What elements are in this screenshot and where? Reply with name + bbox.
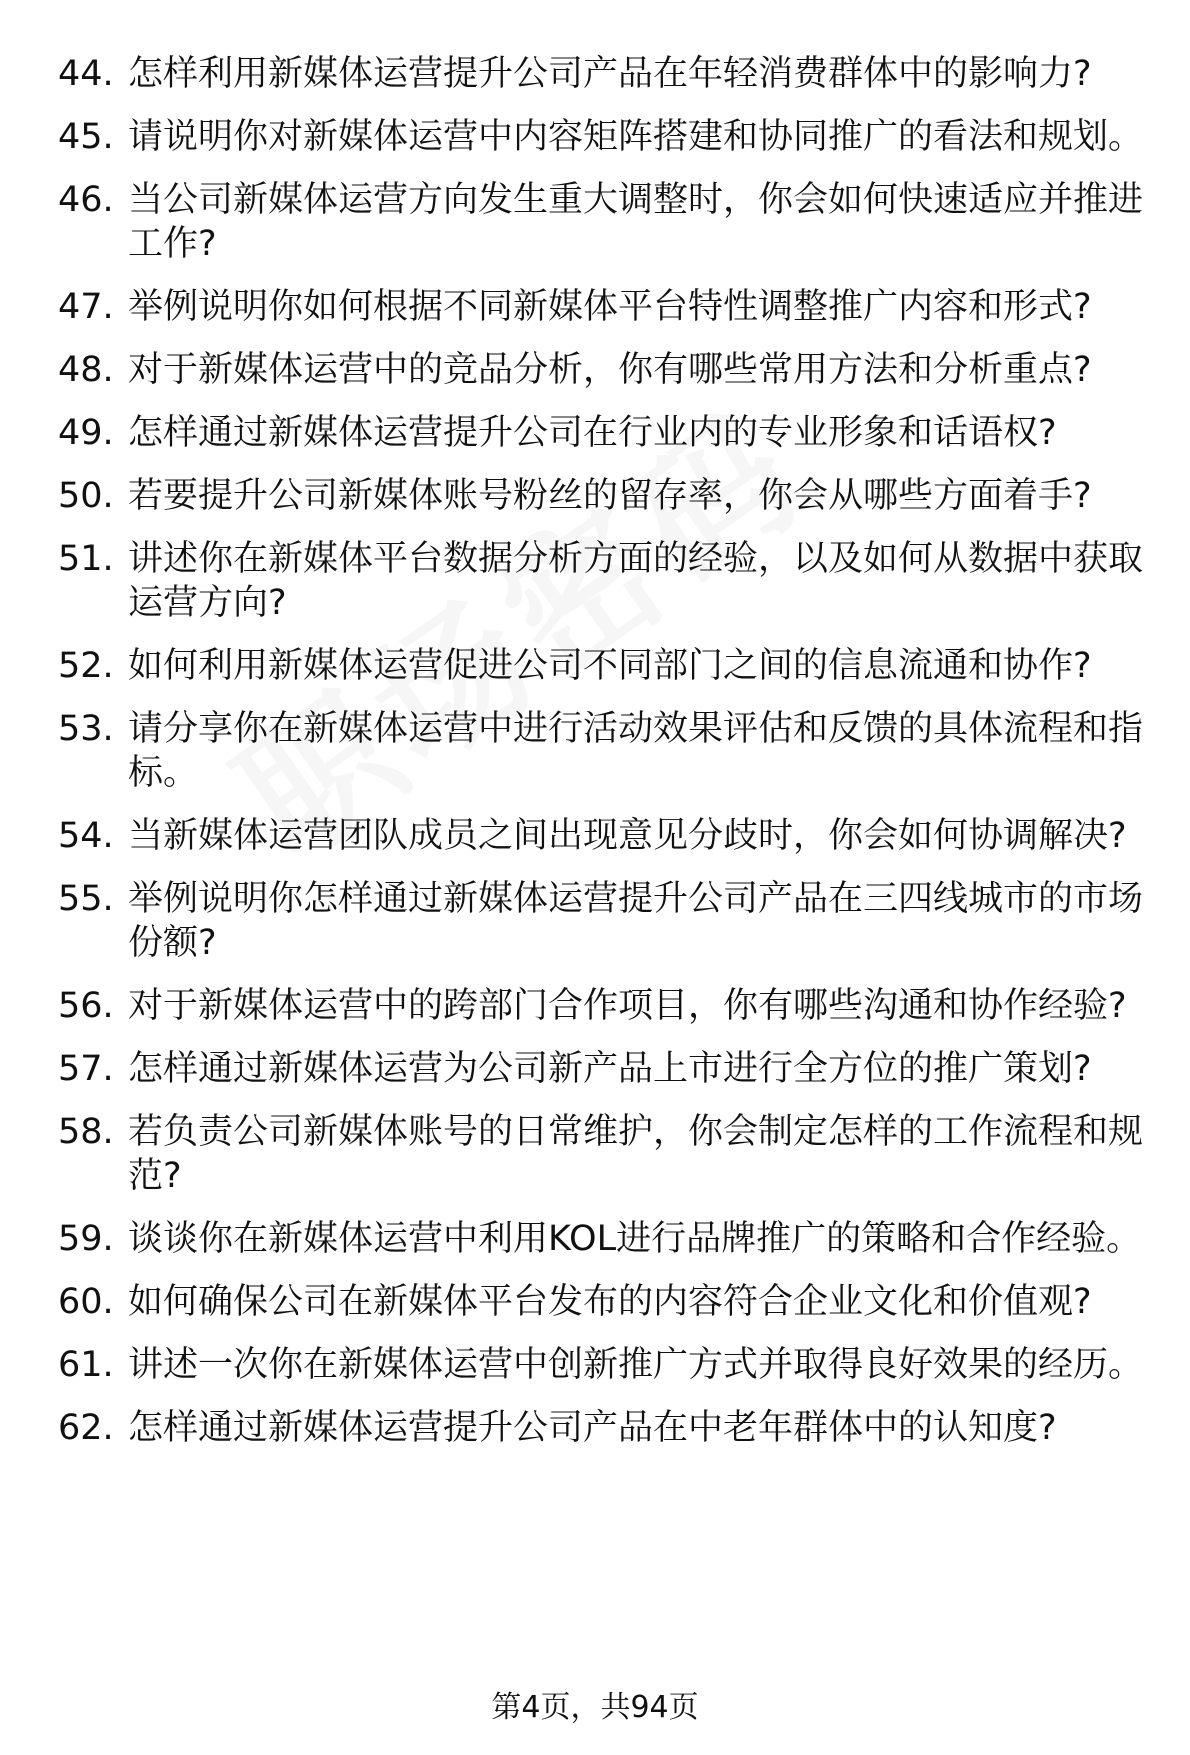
question-number: 53. [58,709,114,749]
question-item [58,1217,1158,1261]
question-text: 若要提升公司新媒体账号粉丝的留存率，你会从哪些方面着手? [128,476,1092,516]
question-number: 45. [58,117,114,157]
question-text: 怎样通过新媒体运营提升公司产品在中老年群体中的认知度? [128,1408,1057,1448]
question-number: 52. [58,646,114,686]
question-text: 怎样利用新媒体运营提升公司产品在年轻消费群体中的影响力? [128,54,1092,94]
question-item [58,411,1158,455]
question-item [58,537,1158,625]
question-list [58,52,1158,1469]
question-item [58,984,1158,1028]
question-number: 47. [58,287,114,327]
question-text: 如何利用新媒体运营促进公司不同部门之间的信息流通和协作? [128,646,1092,686]
question-text: 对于新媒体运营中的跨部门合作项目，你有哪些沟通和协作经验? [128,986,1127,1026]
question-number: 56. [58,986,114,1026]
question-text: 如何确保公司在新媒体平台发布的内容符合企业文化和价值观? [128,1282,1092,1322]
question-text: 当公司新媒体运营方向发生重大调整时，你会如何快速适应并推进工作? [128,180,1144,264]
question-item [58,1406,1158,1450]
question-item [58,115,1158,159]
question-number: 54. [58,816,114,856]
question-item [58,474,1158,518]
question-number: 50. [58,476,114,516]
question-item [58,877,1158,965]
question-item [58,1343,1158,1387]
question-item [58,1047,1158,1091]
question-text: 举例说明你怎样通过新媒体运营提升公司产品在三四线城市的市场份额? [128,879,1144,963]
question-item [58,348,1158,392]
question-item [58,52,1158,96]
page-footer: 第4页，共94页 [491,1690,699,1725]
question-text: 讲述你在新媒体平台数据分析方面的经验，以及如何从数据中获取运营方向? [128,539,1144,623]
question-item [58,814,1158,858]
question-number: 49. [58,413,114,453]
question-text: 举例说明你如何根据不同新媒体平台特性调整推广内容和形式? [128,287,1092,327]
question-number: 58. [58,1112,114,1152]
question-text: 请分享你在新媒体运营中进行活动效果评估和反馈的具体流程和指标。 [128,709,1144,793]
question-number: 46. [58,180,114,220]
question-text: 请说明你对新媒体运营中内容矩阵搭建和协同推广的看法和规划。 [128,117,1144,157]
question-item [58,707,1158,795]
question-item [58,285,1158,329]
question-number: 62. [58,1408,114,1448]
question-item [58,178,1158,266]
question-text: 怎样通过新媒体运营提升公司在行业内的专业形象和话语权? [128,413,1057,453]
question-number: 61. [58,1345,114,1385]
question-number: 59. [58,1219,114,1259]
question-number: 48. [58,350,114,390]
question-item [58,1280,1158,1324]
question-text: 谈谈你在新媒体运营中利用KOL进行品牌推广的策略和合作经验。 [128,1219,1142,1259]
question-number: 55. [58,879,114,919]
question-number: 57. [58,1049,114,1089]
question-number: 44. [58,54,114,94]
question-number: 51. [58,539,114,579]
question-item [58,644,1158,688]
question-text: 当新媒体运营团队成员之间出现意见分歧时，你会如何协调解决? [128,816,1127,856]
question-item [58,1110,1158,1198]
question-text: 对于新媒体运营中的竞品分析，你有哪些常用方法和分析重点? [128,350,1092,390]
question-text: 怎样通过新媒体运营为公司新产品上市进行全方位的推广策划? [128,1049,1092,1089]
question-number: 60. [58,1282,114,1322]
question-text: 讲述一次你在新媒体运营中创新推广方式并取得良好效果的经历。 [128,1345,1144,1385]
question-text: 若负责公司新媒体账号的日常维护，你会制定怎样的工作流程和规范? [128,1112,1144,1196]
